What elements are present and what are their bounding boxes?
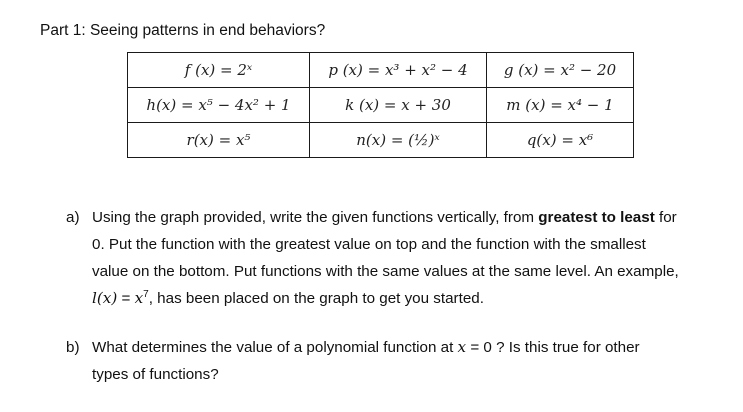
table-cell xyxy=(487,88,634,123)
question-b-text: What determines the value of a polynomial function at xyxy=(92,339,458,356)
function-q: q(x) = x⁶ xyxy=(526,131,594,149)
question-b-label: b) xyxy=(66,339,80,356)
question-a-line: value on the bottom. Put functions with the same values at the same level. An example, xyxy=(92,263,679,280)
table-row xyxy=(128,53,634,88)
math-equation: = 0 ? xyxy=(466,339,505,356)
function-m: m (x) = x⁴ − 1 xyxy=(506,96,614,114)
question-b-line: types of functions? xyxy=(92,366,219,383)
function-k: k (x) = x + 30 xyxy=(345,96,451,114)
question-a-label: a) xyxy=(66,209,80,226)
function-p: p (x) = x³ + x² − 4 xyxy=(328,61,468,79)
question-a xyxy=(66,204,722,312)
function-h: h(x) = x⁵ − 4x² + 1 xyxy=(146,96,291,114)
function-f: f (x) = 2ˣ xyxy=(184,61,253,79)
example-variable: x xyxy=(134,289,144,307)
question-a-text: , has been placed on the graph to get you started. xyxy=(148,290,484,307)
table-cell xyxy=(128,53,310,88)
function-g: g (x) = x² − 20 xyxy=(503,61,617,79)
math-variable: x xyxy=(457,338,467,356)
question-b-text: Is this true for other xyxy=(504,339,640,356)
emphasis-text: greatest to least xyxy=(538,209,655,226)
table-cell xyxy=(310,88,487,123)
example-exponent: 7 xyxy=(143,289,149,300)
functions-table xyxy=(127,52,634,158)
question-a-line xyxy=(92,204,722,231)
part-heading: Part 1: Seeing patterns in end behaviors? xyxy=(40,22,326,39)
table-cell xyxy=(310,53,487,88)
question-a-line xyxy=(92,285,722,312)
table-cell xyxy=(310,123,487,158)
function-n: n(x) = (½)ˣ xyxy=(356,131,440,149)
function-r: r(x) = x⁵ xyxy=(186,131,251,149)
table-row xyxy=(128,88,634,123)
table-cell xyxy=(487,53,634,88)
question-a-text: for xyxy=(654,209,677,226)
question-b-line xyxy=(92,334,722,361)
example-function-name: l(x) xyxy=(92,289,118,307)
question-a-line: 0. Put the function with the greatest value on top and the function with the smallest xyxy=(92,236,646,253)
question-a-text: Using the graph provided, write the given functions vertically, from xyxy=(92,209,539,226)
question-b xyxy=(66,334,722,388)
table-cell xyxy=(128,88,310,123)
table-cell xyxy=(487,123,634,158)
equals-sign: = xyxy=(117,290,135,307)
table-row xyxy=(128,123,634,158)
table-cell xyxy=(128,123,310,158)
